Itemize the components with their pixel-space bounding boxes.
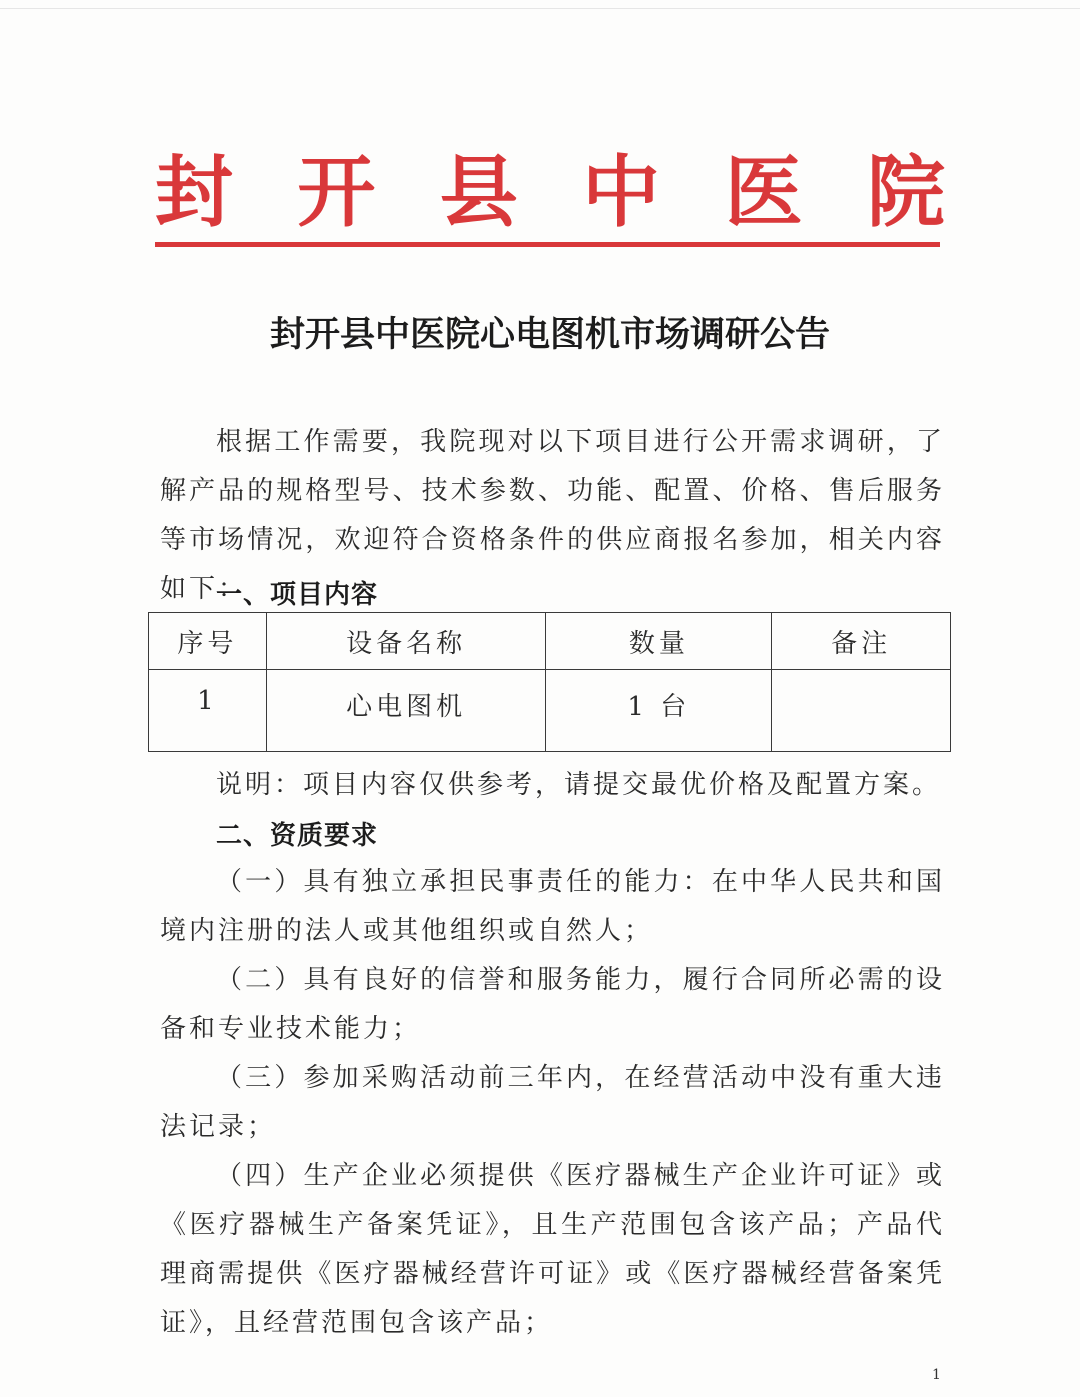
table-cell xyxy=(772,670,951,752)
requirement-item: （二）具有良好的信誉和服务能力，履行合同所必需的设备和专业技术能力； xyxy=(160,965,945,1044)
requirements-block xyxy=(160,858,945,1348)
requirement-item: （三）参加采购活动前三年内，在经营活动中没有重大违法记录； xyxy=(160,1063,945,1142)
page-number: 1 xyxy=(932,1367,941,1383)
table-cell: 1 台 xyxy=(546,670,772,752)
scan-edge-line xyxy=(0,8,1080,9)
intro-paragraph: 根据工作需要，我院现对以下项目进行公开需求调研，了解产品的规格型号、技术参数、功能、配置、价格、售后服务等市场情况，欢迎符合资格条件的供应商报名参加，相关内容如下： xyxy=(160,427,945,604)
table-header-row xyxy=(149,613,951,670)
table-header-cell: 数量 xyxy=(546,613,772,670)
table-note: 说明：项目内容仅供参考，请提交最优价格及配置方案。 xyxy=(216,770,942,800)
requirement-item: （一）具有独立承担民事责任的能力：在中华人民共和国境内注册的法人或其他组织或自然人； xyxy=(160,867,945,946)
table-header-cell: 备注 xyxy=(772,613,951,670)
table-row xyxy=(149,670,951,752)
letterhead-char: 开 xyxy=(297,147,376,238)
section-heading: 一、项目内容 xyxy=(216,580,379,610)
document-title: 封开县中医院心电图机市场调研公告 xyxy=(269,315,830,355)
letterhead-char: 医 xyxy=(724,147,803,238)
table-cell: 1 xyxy=(149,670,267,752)
table-note-block xyxy=(160,763,945,807)
letterhead-char: 封 xyxy=(155,147,234,238)
requirement-item: （四）生产企业必须提供《医疗器械生产企业许可证》或《医疗器械生产备案凭证》，且生产范围包含该产品；产品代理商需提供《医疗器械经营许可证》或《医疗器械经营备案凭证》，且经营范围包含该产品； xyxy=(160,1161,945,1338)
letterhead-title xyxy=(155,148,945,238)
section-heading: 二、资质要求 xyxy=(216,821,379,851)
table-header-cell: 设备名称 xyxy=(266,613,546,670)
table-header-cell: 序号 xyxy=(149,613,267,670)
letterhead-char: 县 xyxy=(439,147,518,238)
items-table xyxy=(148,612,951,752)
letterhead-char: 中 xyxy=(582,147,661,238)
letterhead-char: 院 xyxy=(866,147,945,238)
letterhead-red-rule xyxy=(155,242,940,247)
table-cell: 心电图机 xyxy=(266,670,546,752)
